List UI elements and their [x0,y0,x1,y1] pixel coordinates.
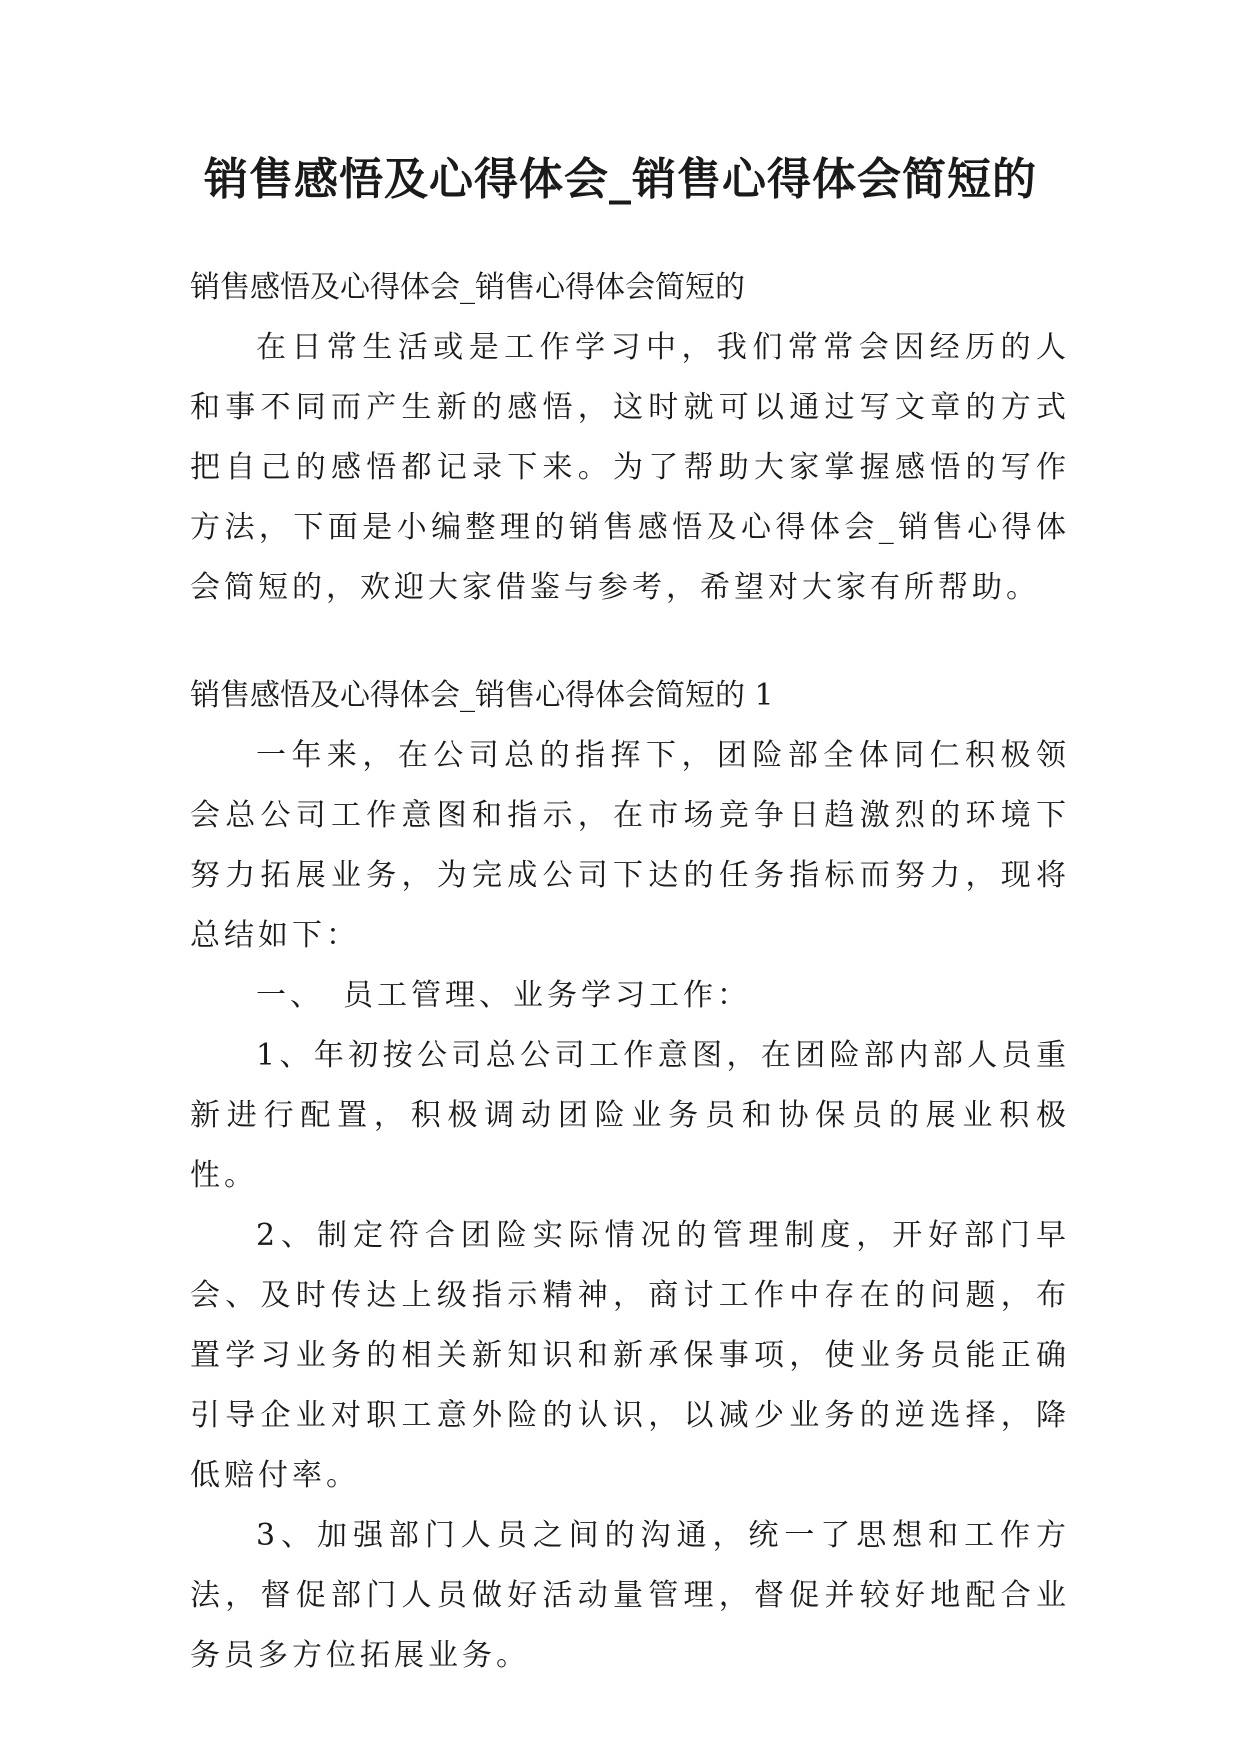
section-heading: 销售感悟及心得体会_销售心得体会简短的 1 [190,678,774,713]
body-paragraph: 1、年初按公司总公司工作意图，在团险部内部人员重新进行配置，积极调动团险业务员和协保员的展业积极性。 [190,1038,1070,1193]
body-paragraph: 一年来，在公司总的指挥下，团险部全体同仁积极领会总公司工作意图和指示，在市场竞争日趋激烈的环境下努力拓展业务，为完成公司下达的任务指标而努力，现将总结如下： [190,738,1070,953]
body-paragraph: 2、制定符合团险实际情况的管理制度，开好部门早会、及时传达上级指示精神，商讨工作中存在的问题，布置学习业务的相关新知识和新承保事项，使业务员能正确引导企业对职工意外险的认识，以减少业务的逆选择，降低赔付率。 [190,1218,1070,1493]
document-subtitle: 销售感悟及心得体会_销售心得体会简短的 [190,270,745,305]
document-body [190,258,1070,1686]
body-paragraph: 3、加强部门人员之间的沟通，统一了思想和工作方法，督促部门人员做好活动量管理，督促并较好地配合业务员多方位拓展业务。 [190,1518,1070,1673]
document-title: 销售感悟及心得体会_销售心得体会简短的 [204,154,1037,205]
intro-paragraph: 在日常生活或是工作学习中，我们常常会因经历的人和事不同而产生新的感悟，这时就可以通过写文章的方式把自己的感悟都记录下来。为了帮助大家掌握感悟的写作方法，下面是小编整理的销售感悟及心得体会_销售心得体会简短的，欢迎大家借鉴与参考，希望对大家有所帮助。 [190,330,1070,605]
body-paragraph: 一、 员工管理、业务学习工作： [256,978,751,1013]
section-spacer [190,618,1070,666]
